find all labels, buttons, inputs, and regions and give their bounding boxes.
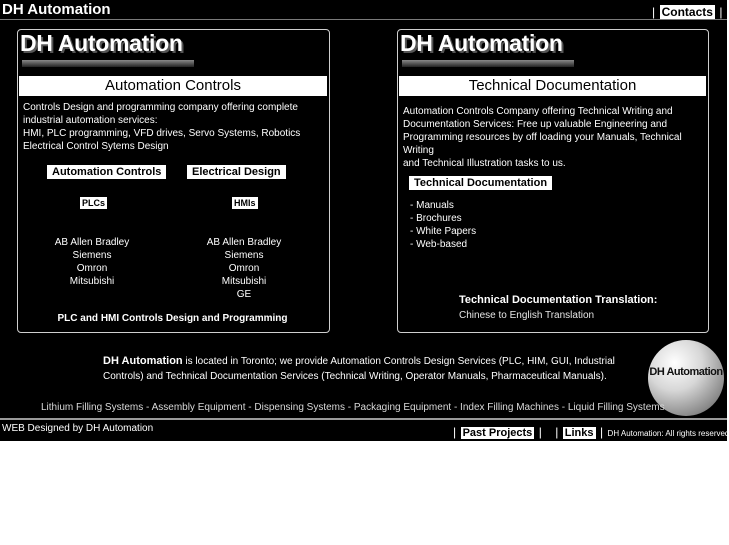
plcs-link[interactable]: PLCs	[82, 198, 106, 208]
designed-by: WEB Designed by DH Automation	[2, 423, 154, 434]
about-line: Controls) and Technical Documentation Services (Technical Writing, Operator Manuals, Pharmaceutical Manuals).	[103, 371, 607, 382]
translation-title: Technical Documentation Translation:	[459, 294, 658, 306]
panel-footer-text: PLC and HMI Controls Design and Programming	[57, 313, 288, 324]
about-line-rest: is located in Toronto; we provide Automation Controls Design Services (PLC, HIM, GUI, Industrial	[182, 356, 615, 367]
description-line: Controls Design and programming company offering complete	[23, 102, 298, 113]
about-line	[103, 354, 643, 369]
list-item: Omron	[228, 263, 260, 274]
plc-brand-list	[32, 236, 152, 292]
technical-documentation-tab[interactable]: Technical Documentation	[409, 176, 552, 190]
footer-divider	[0, 418, 727, 420]
hmis-link[interactable]: HMIs	[234, 198, 256, 208]
nav-separator: |	[599, 425, 604, 439]
panel-description	[23, 101, 323, 153]
about-text	[103, 354, 643, 384]
description-line: and Technical Illustration tasks to us.	[403, 158, 566, 169]
hmi-brand-list	[184, 236, 304, 300]
nav-separator: |	[453, 425, 457, 439]
list-item: Omron	[76, 263, 108, 274]
list-item: - White Papers	[410, 226, 477, 237]
site-title: DH Automation	[2, 1, 111, 18]
list-item: Siemens	[224, 250, 264, 261]
logo-text: DH Automation	[400, 30, 563, 56]
electrical-design-tab[interactable]: Electrical Design	[187, 165, 286, 179]
list-item: - Web-based	[410, 239, 468, 250]
logo-shadow	[22, 60, 194, 67]
technical-documentation-panel	[397, 29, 709, 333]
copyright-text: DH Automation: All rights reserved	[607, 429, 729, 438]
panel-heading: Automation Controls	[19, 76, 327, 96]
translation-link[interactable]: Chinese to English Translation	[459, 310, 595, 321]
list-item: Siemens	[72, 250, 112, 261]
list-item: - Manuals	[410, 200, 454, 211]
description-line: HMI, PLC programming, VFD drives, Servo Systems, Robotics	[23, 128, 301, 139]
header-divider	[0, 19, 727, 20]
description-line: Electrical Control Sytems Design	[23, 141, 169, 152]
list-item: AB Allen Bradley	[206, 237, 282, 248]
automation-controls-panel	[17, 29, 330, 333]
panel-description	[403, 105, 705, 170]
description-line: Programming resources by off loading your Manuals, Technical Writing	[403, 132, 682, 156]
about-brand: DH Automation	[103, 355, 183, 367]
panel-logo	[400, 30, 575, 64]
contacts-link[interactable]: Contacts	[661, 5, 713, 19]
footer-nav	[453, 423, 729, 441]
sphere-logo-text: DH Automation	[649, 366, 723, 378]
list-item: AB Allen Bradley	[54, 237, 130, 248]
nav-separator: |	[719, 5, 723, 19]
panel-heading: Technical Documentation	[399, 76, 706, 96]
panel-logo	[20, 30, 195, 64]
list-item: GE	[236, 289, 252, 300]
logo-shadow	[402, 60, 574, 67]
description-line: Documentation Services: Free up valuable Engineering and	[403, 119, 668, 130]
description-line: industrial automation services:	[23, 115, 158, 126]
nav-separator: |	[652, 5, 656, 19]
nav-separator: |	[538, 425, 542, 439]
automation-controls-tab[interactable]: Automation Controls	[47, 165, 166, 179]
list-item: Mitsubishi	[69, 276, 115, 287]
list-item: Mitsubishi	[221, 276, 267, 287]
links-link[interactable]: Links	[564, 427, 594, 439]
list-item: - Brochures	[410, 213, 462, 224]
documentation-list	[410, 199, 476, 251]
past-projects-link[interactable]: Past Projects	[462, 427, 533, 439]
logo-text: DH Automation	[20, 30, 183, 56]
nav-separator: |	[555, 425, 559, 439]
industries-list: Lithium Filling Systems - Assembly Equipment - Dispensing Systems - Packaging Equipment - Index Filling Machines - Liquid Filling Systems	[41, 402, 665, 413]
description-line: Automation Controls Company offering Technical Writing and	[403, 106, 673, 117]
